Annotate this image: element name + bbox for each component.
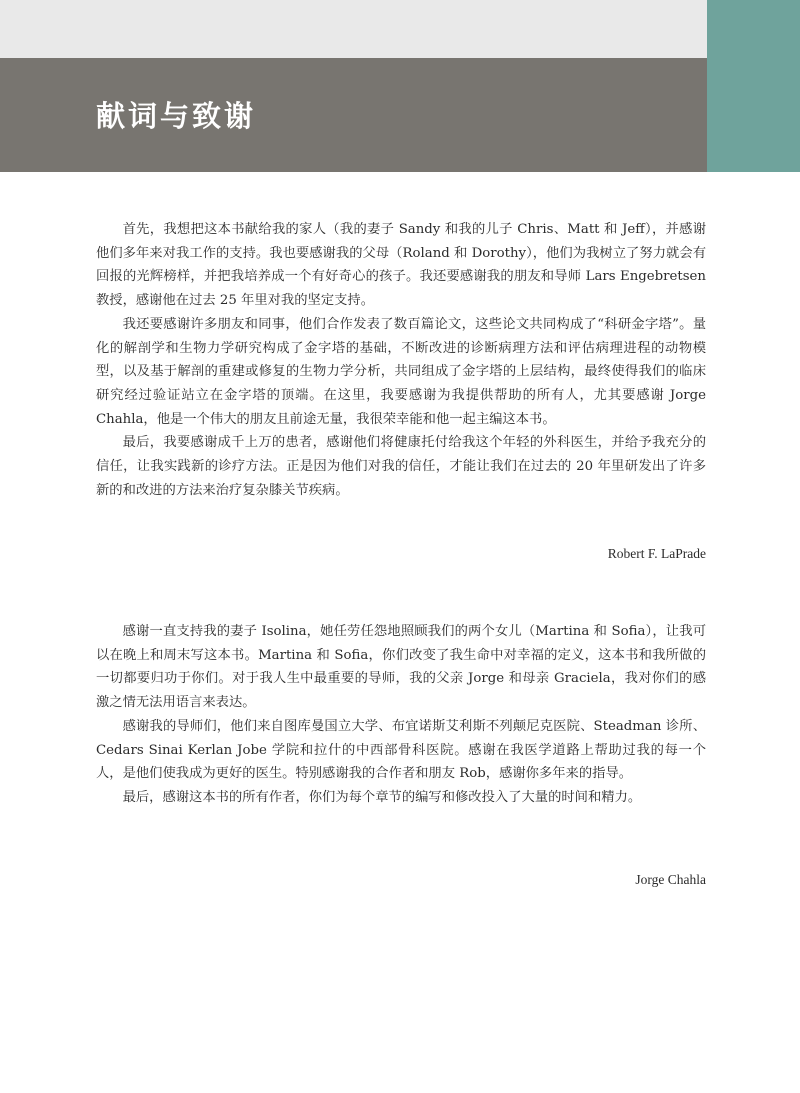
dedication-section-laprade	[96, 218, 706, 502]
paragraph: 首先，我想把这本书献给我的家人（我的妻子 Sandy 和我的儿子 Chris、Matt 和 Jeff），并感谢他们多年来对我工作的支持。我也要感谢我的父母（Roland 和 Dorothy），他们为我树立了努力就会有回报的光辉榜样，并把我培养成一个有好奇心的孩子。我还要感谢我的朋友和导师 Lars Engebretsen 教授，感谢他在过去 25 年里对我的坚定支持。	[96, 222, 706, 309]
paragraph: 感谢我的导师们，他们来自图库曼国立大学、布宜诺斯艾利斯不列颠尼克医院、Steadman 诊所、Cedars Sinai Kerlan Jobe 学院和拉什的中西部骨科医院。感谢在我医学道路上帮助过我的每一个人，是他们使我成为更好的医生。特别感谢我的合作者和朋友 Rob，感谢你多年来的指导。	[96, 718, 706, 782]
paragraph: 最后，我要感谢成千上万的患者，感谢他们将健康托付给我这个年轻的外科医生，并给予我充分的信任，让我实践新的诊疗方法。正是因为他们对我的信任，才能让我们在过去的 20 年里研发出了许多新的和改进的方法来治疗复杂膝关节疾病。	[96, 435, 706, 498]
dedication-section-chahla	[96, 620, 706, 810]
paragraph: 我还要感谢许多朋友和同事，他们合作发表了数百篇论文，这些论文共同构成了“科研金字塔”。量化的解剖学和生物力学研究构成了金字塔的基础，不断改进的诊断病理方法和评估病理进程的动物模型，以及基于解剖的重建或修复的生物力学分析，共同组成了金字塔的上层结构，最终使得我们的临床研究经过验证站立在金字塔的顶端。在这里，我要感谢为我提供帮助的所有人，尤其要感谢 Jorge Chahla，他是一个伟大的朋友且前途无量，我很荣幸能和他一起主编这本书。	[96, 316, 706, 427]
page-title: 献词与致谢	[96, 99, 257, 133]
paragraph: 感谢一直支持我的妻子 Isolina，她任劳任怨地照顾我们的两个女儿（Martina 和 Sofia），让我可以在晚上和周末写这本书。Martina 和 Sofia，你们改变了我生命中对幸福的定义，这本书和我所做的一切都要归功于你们。对于我人生中最重要的导师，我的父亲 Jorge 和母亲 Graciela，我对你们的感激之情无法用语言来表达。	[96, 624, 706, 711]
signature-chahla: Jorge Chahla	[635, 872, 706, 887]
paragraph: 最后，感谢这本书的所有作者，你们为每个章节的编写和修改投入了大量的时间和精力。	[122, 789, 642, 805]
header-top-strip	[0, 0, 707, 58]
signature-laprade: Robert F. LaPrade	[607, 546, 706, 561]
header-accent-block	[707, 0, 800, 172]
